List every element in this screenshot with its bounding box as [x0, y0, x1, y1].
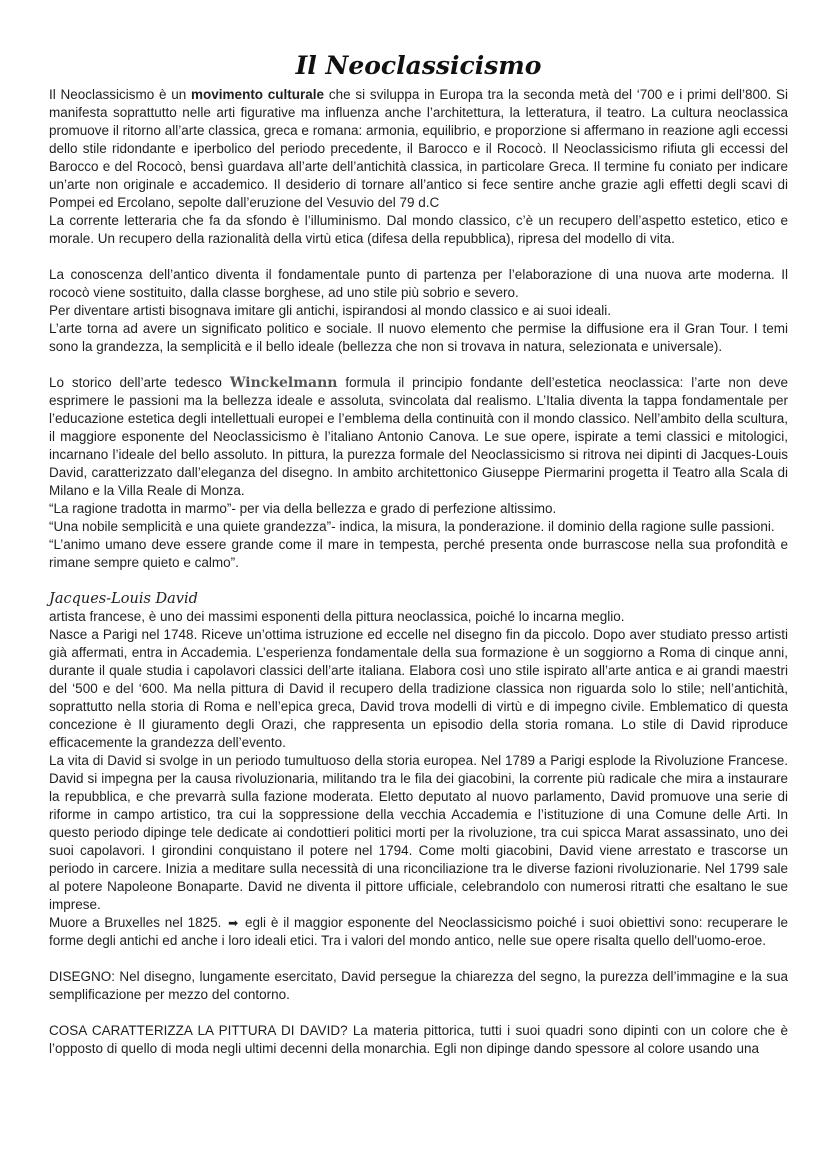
winckelmann-text-start: Lo storico dell’arte tedesco — [49, 375, 230, 390]
spacer — [49, 950, 788, 968]
pittura-paragraph: COSA CARATTERIZZA LA PITTURA DI DAVID? La materia pittorica, tutti i suoi quadri sono dipinti con un colore che è l’opposto di quello di moda negli ultimi decenni della monarchia. Egli non dipinge dando spessore al colore usando una — [49, 1023, 788, 1056]
david-paragraph-2: Nasce a Parigi nel 1748. Riceve un’ottima istruzione ed eccelle nel disegno fin da piccolo. Dopo aver studiato presso artisti già affermati, entra in Accademia. L’esperienza fondamentale della sua formazione è un soggiorno a Roma di cinque anni, durante il quale studia i capolavori classici dell’arte italiana. Elabora così uno stile ispirato all’arte antica e ai grandi maestri del ‘500 e del ‘600. Ma nella pittura di David il recupero della tradizione classica non riguarda solo lo stile; nell’antichità, soprattutto nella storia di Roma e nell’epica greca, David trova modelli di virtù e di impegno civile. Emblematico di questa concezione è Il giuramento degli Orazi, che rappresenta un episodio della storia romana. Lo stile di David riproduce efficacemente la grandezza dell’evento. — [49, 627, 788, 750]
winckelmann-text-rest: formula il principio fondante dell’estetica neoclassica: l’arte non deve esprimere le passioni ma la bellezza ideale e assoluta, svincolata dal realismo. L’Italia diventa la tappa fondamentale per l’educazione estetica degli intellettuali europei e l’emblema della continuità con il mondo classico. Nell’ambito della scultura, il maggiore esponente del Neoclassicismo è l’italiano Antonio Canova. Le sue opere, ispirate a temi classici e mitologici, incarnano l’ideale del bello assoluto. In pittura, la purezza formale del Neoclassicismo si ritrova nei dipinti di Jacques-Louis David, caratterizzato dall’eleganza del disegno. In ambito architettonico Giuseppe Piermarini progetta il Teatro alla Scala di Milano e la Villa Reale di Monza. — [49, 375, 789, 498]
quote-1: “La ragione tradotta in marmo”- per via della bellezza e grado di perfezione altissimo. — [49, 501, 557, 516]
quote-3: “L’animo umano deve essere grande come il mare in tempesta, perché presenta onde burrascose nella sua profondità e rimane sempre quieto e calmo”. — [49, 537, 788, 570]
david-death-text: Muore a Bruxelles nel 1825. — [49, 915, 227, 930]
spacer — [49, 248, 788, 266]
antico-paragraph-1: La conoscenza dell’antico diventa il fondamentale punto di partenza per l’elaborazione di una nuova arte moderna. Il rococò viene sostituito, dalla classe borghese, ad uno stile più sobrio e severo. — [49, 267, 788, 300]
antico-paragraph-3: L’arte torna ad avere un significato politico e sociale. Il nuovo elemento che permise la diffusione era il Gran Tour. I temi sono la grandezza, la semplicità e il bello ideale (bellezza che non si trovava in natura, selezionata e universale). — [49, 321, 788, 354]
winckelmann-paragraph — [49, 374, 788, 500]
intro-paragraph — [49, 86, 788, 212]
spacer — [49, 356, 788, 374]
david-paragraph-4 — [49, 914, 788, 950]
winckelmann-name: Winckelmann — [229, 375, 338, 391]
david-paragraph-1: artista francese, è uno dei massimi esponenti della pittura neoclassica, poiché lo incarna meglio. — [49, 609, 625, 624]
intro-text-rest: che si sviluppa in Europa tra la seconda metà del ‘700 e i primi dell’800. Si manifesta soprattutto nelle arti figurative ma influenza anche l’architettura, la letteratura, il teatro. La cultura neoclassica promuove il ritorno all’arte classica, greca e romana: armonia, equilibrio, e proporzione si affermano in reazione agli eccessi dello stile ridondante e iperbolico del periodo precedente, il Barocco e il Rococò. Il Neoclassicismo rifiuta gli eccessi del Barocco e del Rococò, bensì guardava all’arte dell’antichità classica, in particolare Greca. Il termine fu coniato per indicare un’arte non originale e accademico. Il desiderio di tornare all’antico si fece sentire anche grazie agli effetti degli scavi di Pompei ed Ercolano, sepolte dall’eruzione del Vesuvio del 79 d.C — [49, 87, 789, 210]
david-heading: Jacques-Louis David — [49, 591, 198, 607]
arrow-right-icon: ➡ — [228, 916, 239, 930]
intro-text-start: Il Neoclassicismo è un — [49, 87, 192, 102]
quote-2: “Una nobile semplicità e una quiete grandezza”- indica, la misura, la ponderazione. il dominio della ragione sulle passioni. — [49, 519, 775, 534]
spacer — [49, 572, 788, 590]
antico-paragraph-2: Per diventare artisti bisognava imitare gli antichi, ispirandosi al mondo classico e ai suoi ideali. — [49, 303, 612, 318]
page-title: Il Neoclassicismo — [295, 51, 542, 80]
david-paragraph-3: La vita di David si svolge in un periodo tumultuoso della storia europea. Nel 1789 a Parigi esplode la Rivoluzione Francese. David si impegna per la causa rivoluzionaria, militando tra le fila dei giacobini, la corrente più radicale che mira a instaurare la repubblica, e che prevarrà sulla fazione moderata. Eletto deputato al nuovo parlamento, David promuove una serie di riforme in campo artistico, tra cui la soppressione della vecchia Accademia e l’istituzione di una Comune delle Arti. In questo periodo dipinge tele dedicate ai condottieri politici morti per la rivoluzione, tra cui spicca Marat assassinato, uno dei suoi capolavori. I girondini conquistano il potere nel 1794. Come molti giacobini, David viene arrestato e trascorse un periodo in carcere. Inizia a meditare sulla necessità di una riconciliazione tra le diverse fazioni rivoluzionarie. Nel 1799 sale al potere Napoleone Bonaparte. David ne diventa il pittore ufficiale, celebrandolo con numerosi ritratti che esaltano le sue imprese. — [49, 753, 788, 912]
disegno-paragraph: DISEGNO: Nel disegno, lungamente esercitato, David persegue la chiarezza del segno, la purezza dell’immagine e la sua semplificazione per mezzo del contorno. — [49, 969, 788, 1002]
david-summary-text: egli è il maggior esponente del Neoclassicismo poiché i suoi obiettivi sono: recuperare le forme degli antichi ed anche i loro ideali etici. Tra i valori del mondo antico, nelle sue opere risalta quello dell'uomo-eroe. — [49, 915, 788, 948]
spacer — [49, 1004, 788, 1022]
intro-bold-term: movimento culturale — [191, 87, 325, 102]
illuminismo-paragraph: La corrente letteraria che fa da sfondo è l’illuminismo. Dal mondo classico, c’è un recupero dell’aspetto estetico, etico e morale. Un recupero della razionalità della virtù etica (difesa della repubblica), ripresa del modello di vita. — [49, 213, 788, 246]
